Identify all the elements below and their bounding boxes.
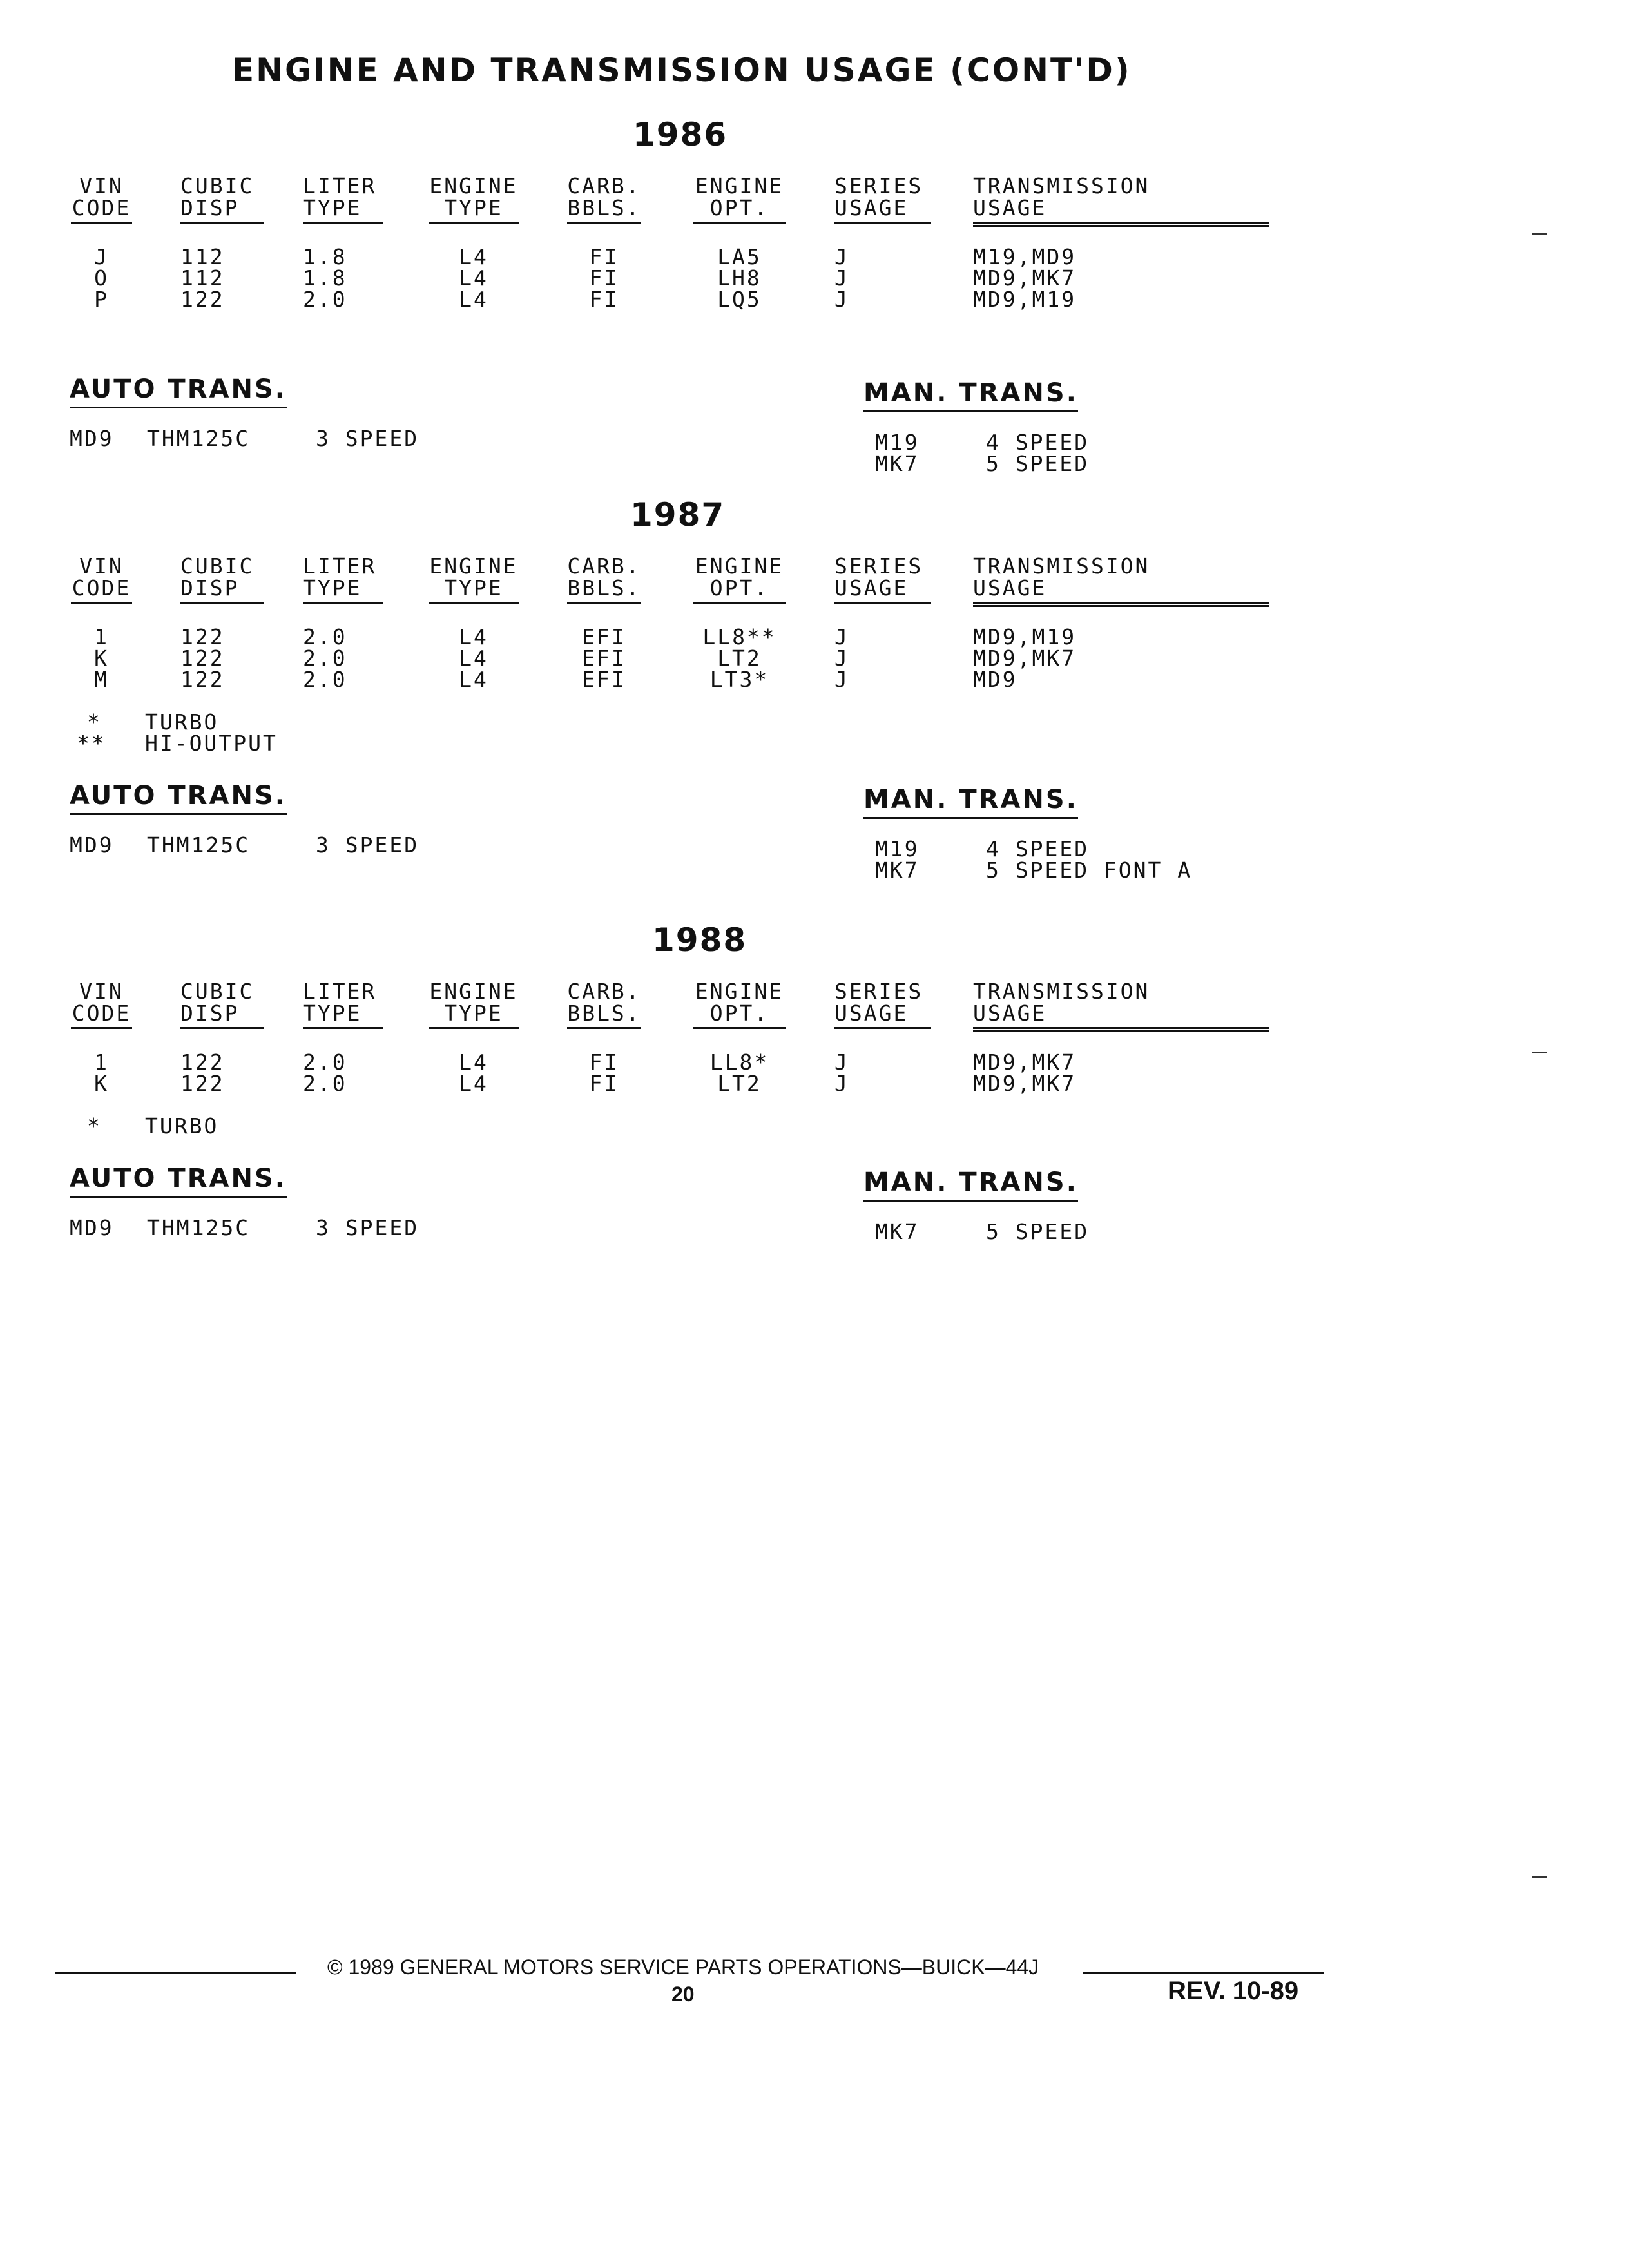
table-cell: LT2 (717, 1071, 762, 1096)
header-line: TRANSMISSION (973, 553, 1150, 579)
table-cell: 112 (180, 265, 225, 291)
auto-trans-heading: AUTO TRANS. (70, 1164, 287, 1198)
header-line: LITER (303, 979, 377, 1004)
column-header-engine-opt (693, 555, 786, 604)
column-header-engine-opt (693, 175, 786, 224)
table-cell: 1 (94, 624, 109, 649)
header-line: CARB. (567, 553, 641, 579)
table-cell: L4 (459, 1050, 488, 1075)
header-line: TRANSMISSION (973, 979, 1150, 1004)
header-line: TYPE (303, 197, 383, 224)
table-cell: LH8 (717, 265, 762, 291)
header-line: ENGINE (429, 173, 518, 198)
column-header-series (834, 555, 931, 604)
table-cell: 122 (180, 1050, 225, 1075)
table-cell: MD9,MK7 (973, 1050, 1077, 1075)
table-cell: J (834, 244, 849, 269)
transmission-header-rule (973, 225, 1269, 227)
column-header-cubic (180, 981, 264, 1029)
table-cell: LQ5 (717, 287, 762, 312)
header-line: ENGINE (695, 979, 784, 1004)
man-trans-heading: MAN. TRANS. (863, 1168, 1078, 1202)
table-cell: J (834, 287, 849, 312)
column-header-engine-type (429, 175, 519, 224)
table-cell: J (834, 1050, 849, 1075)
man-trans-cell: 4 SPEED (986, 836, 1090, 861)
header-line: CARB. (567, 979, 641, 1004)
man-trans-cell: 4 SPEED (986, 430, 1090, 455)
man-trans-cell: M19 (875, 430, 920, 455)
header-line: ENGINE (429, 553, 518, 579)
column-header-liter (303, 981, 383, 1029)
table-cell: 1.8 (303, 265, 347, 291)
table-cell: 122 (180, 667, 225, 692)
table-cell: MD9,M19 (973, 287, 1077, 312)
man-trans-cell: MK7 (875, 858, 920, 883)
table-cell: 122 (180, 1071, 225, 1096)
header-line: BBLS. (567, 197, 641, 224)
header-line: ENGINE (695, 553, 784, 579)
footnote-text: HI-OUTPUT (145, 731, 278, 756)
header-line: SERIES (834, 173, 923, 198)
table-cell: L4 (459, 667, 488, 692)
margin-mark (1532, 233, 1547, 235)
table-cell: J (834, 667, 849, 692)
page-number: 20 (671, 1983, 695, 2006)
man-trans-heading: MAN. TRANS. (863, 785, 1078, 819)
man-trans-cell: 5 SPEED FONT A (986, 858, 1193, 883)
table-cell: 1.8 (303, 244, 347, 269)
header-line: LITER (303, 553, 377, 579)
footnote-text: TURBO (145, 709, 219, 735)
column-header-engine-type (429, 981, 519, 1029)
transmission-header-rule (973, 1030, 1269, 1032)
header-line: BBLS. (567, 1003, 641, 1029)
footer-rule-right (1083, 1972, 1324, 1974)
column-header-series (834, 175, 931, 224)
header-line: CARB. (567, 173, 641, 198)
header-line: USAGE (973, 1003, 1269, 1029)
table-cell: L4 (459, 265, 488, 291)
header-line: USAGE (973, 577, 1269, 604)
table-cell: MD9,M19 (973, 624, 1077, 649)
column-header-liter (303, 555, 383, 604)
table-cell: 2.0 (303, 287, 347, 312)
table-cell: EFI (582, 646, 626, 671)
header-line: TRANSMISSION (973, 173, 1150, 198)
header-line: LITER (303, 173, 377, 198)
table-cell: M (94, 667, 109, 692)
table-cell: FI (589, 265, 619, 291)
table-cell: MD9,MK7 (973, 265, 1077, 291)
man-trans-heading: MAN. TRANS. (863, 378, 1078, 412)
margin-mark (1532, 1052, 1547, 1053)
table-cell: J (834, 1071, 849, 1096)
header-line: CODE (71, 197, 132, 224)
column-header-carb (567, 175, 641, 224)
man-trans-cell: M19 (875, 836, 920, 861)
table-cell: 2.0 (303, 624, 347, 649)
column-header-carb (567, 981, 641, 1029)
header-line: CODE (71, 577, 132, 604)
header-line: VIN (79, 979, 124, 1004)
table-cell: 1 (94, 1050, 109, 1075)
table-cell: LA5 (717, 244, 762, 269)
auto-trans-cell: THM125C (147, 426, 251, 451)
table-cell: L4 (459, 646, 488, 671)
auto-trans-cell: THM125C (147, 1215, 251, 1240)
auto-trans-cell: 3 SPEED (316, 1215, 419, 1240)
header-line: VIN (79, 553, 124, 579)
auto-trans-cell: 3 SPEED (316, 832, 419, 858)
auto-trans-cell: 3 SPEED (316, 426, 419, 451)
header-line: ENGINE (429, 979, 518, 1004)
table-cell: 122 (180, 287, 225, 312)
transmission-header-rule (973, 605, 1269, 607)
header-line: TYPE (303, 577, 383, 604)
table-cell: J (94, 244, 109, 269)
table-cell: J (834, 646, 849, 671)
table-cell: K (94, 646, 109, 671)
header-line: ENGINE (695, 173, 784, 198)
column-header-vin (71, 175, 132, 224)
column-header-engine-opt (693, 981, 786, 1029)
table-cell: LL8** (702, 624, 776, 649)
footer-copyright: © 1989 GENERAL MOTORS SERVICE PARTS OPERATIONS—BUICK—44J (327, 1956, 1039, 1979)
auto-trans-cell: THM125C (147, 832, 251, 858)
table-cell: MD9,MK7 (973, 1071, 1077, 1096)
table-cell: 2.0 (303, 646, 347, 671)
header-line: TYPE (429, 197, 519, 224)
header-line: OPT. (693, 1003, 786, 1029)
revision-label: REV. 10-89 (1168, 1977, 1299, 2005)
table-cell: 122 (180, 624, 225, 649)
year-section (0, 921, 1629, 1308)
header-line: USAGE (834, 197, 931, 224)
column-header-liter (303, 175, 383, 224)
table-cell: MD9,MK7 (973, 646, 1077, 671)
footnote-text: TURBO (145, 1113, 219, 1139)
man-trans-cell: MK7 (875, 1219, 920, 1244)
table-cell: L4 (459, 624, 488, 649)
header-line: SERIES (834, 979, 923, 1004)
page-title: ENGINE AND TRANSMISSION USAGE (CONT'D) (232, 52, 1132, 89)
column-header-carb (567, 555, 641, 604)
table-cell: LT2 (717, 646, 762, 671)
man-trans-cell: MK7 (875, 451, 920, 476)
table-cell: FI (589, 244, 619, 269)
year-section (0, 496, 1629, 883)
table-cell: L4 (459, 244, 488, 269)
header-line: CUBIC (180, 979, 255, 1004)
header-line: USAGE (973, 197, 1269, 224)
column-header-series (834, 981, 931, 1029)
header-line: DISP (180, 577, 264, 604)
table-cell: MD9 (973, 667, 1017, 692)
header-line: TYPE (429, 1003, 519, 1029)
table-cell: L4 (459, 1071, 488, 1096)
year-heading: 1988 (652, 921, 747, 959)
auto-trans-cell: MD9 (70, 426, 114, 451)
header-line: TYPE (303, 1003, 383, 1029)
header-line: TYPE (429, 577, 519, 604)
table-cell: FI (589, 287, 619, 312)
header-line: CODE (71, 1003, 132, 1029)
column-header-transmission (973, 175, 1269, 224)
column-header-cubic (180, 555, 264, 604)
table-cell: 2.0 (303, 1071, 347, 1096)
header-line: VIN (79, 173, 124, 198)
margin-mark (1532, 1876, 1547, 1878)
footnote-marker: * (87, 709, 102, 735)
table-cell: 112 (180, 244, 225, 269)
header-line: OPT. (693, 197, 786, 224)
footer-rule-left (55, 1972, 296, 1974)
column-header-transmission (973, 555, 1269, 604)
table-cell: K (94, 1071, 109, 1096)
column-header-vin (71, 981, 132, 1029)
header-line: BBLS. (567, 577, 641, 604)
table-cell: FI (589, 1050, 619, 1075)
header-line: SERIES (834, 553, 923, 579)
table-cell: EFI (582, 667, 626, 692)
header-line: CUBIC (180, 553, 255, 579)
year-heading: 1987 (630, 496, 726, 533)
footnote-marker: * (87, 1113, 102, 1139)
auto-trans-heading: AUTO TRANS. (70, 781, 287, 815)
header-line: USAGE (834, 577, 931, 604)
header-line: DISP (180, 1003, 264, 1029)
header-line: USAGE (834, 1003, 931, 1029)
auto-trans-cell: MD9 (70, 832, 114, 858)
table-cell: LL8* (709, 1050, 769, 1075)
column-header-engine-type (429, 555, 519, 604)
auto-trans-heading: AUTO TRANS. (70, 374, 287, 408)
man-trans-cell: 5 SPEED (986, 1219, 1090, 1244)
table-cell: J (834, 624, 849, 649)
table-cell: 2.0 (303, 1050, 347, 1075)
table-cell: EFI (582, 624, 626, 649)
header-line: OPT. (693, 577, 786, 604)
year-heading: 1986 (633, 116, 728, 153)
year-section (0, 116, 1629, 503)
table-cell: FI (589, 1071, 619, 1096)
header-line: CUBIC (180, 173, 255, 198)
table-cell: O (94, 265, 109, 291)
table-cell: LT3* (709, 667, 769, 692)
table-cell: J (834, 265, 849, 291)
column-header-vin (71, 555, 132, 604)
table-cell: P (94, 287, 109, 312)
column-header-cubic (180, 175, 264, 224)
table-cell: L4 (459, 287, 488, 312)
column-header-transmission (973, 981, 1269, 1029)
header-line: DISP (180, 197, 264, 224)
auto-trans-cell: MD9 (70, 1215, 114, 1240)
table-cell: M19,MD9 (973, 244, 1077, 269)
footnote-marker: ** (77, 731, 106, 756)
table-cell: 122 (180, 646, 225, 671)
man-trans-cell: 5 SPEED (986, 451, 1090, 476)
table-cell: 2.0 (303, 667, 347, 692)
